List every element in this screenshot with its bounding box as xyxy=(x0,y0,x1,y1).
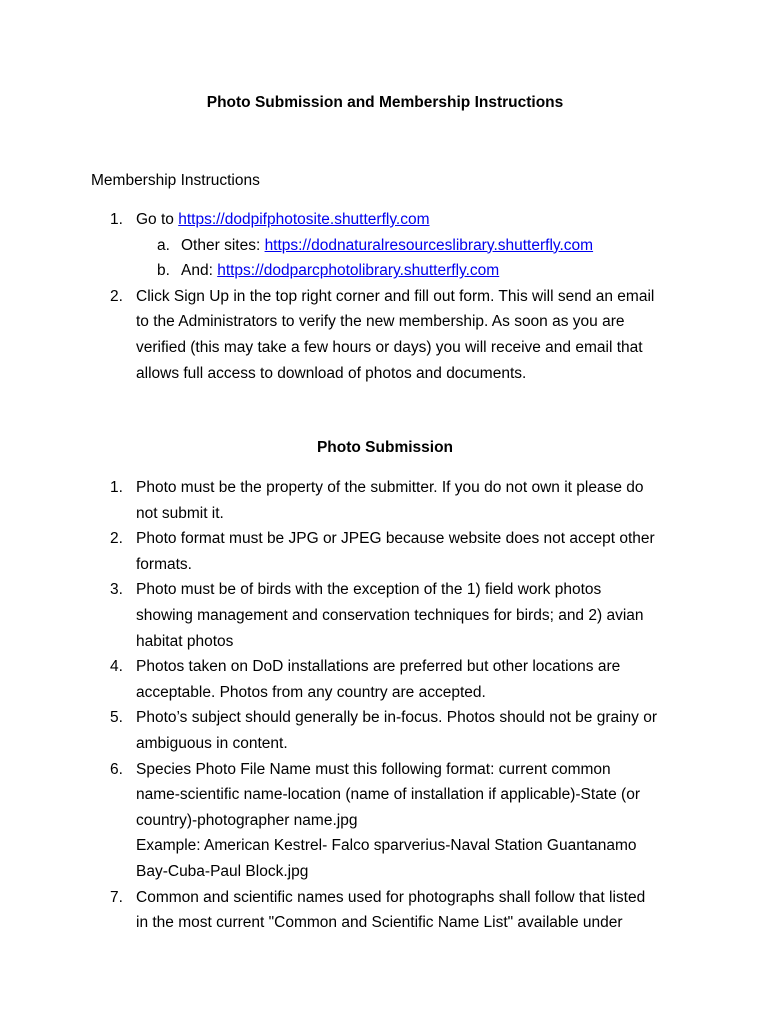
list-item xyxy=(0,284,700,386)
list-item xyxy=(0,654,700,705)
item-number: 5. xyxy=(110,709,123,727)
item-text: formats. xyxy=(136,555,192,573)
item-text: showing management and conservation techniques for birds; and 2) avian xyxy=(136,606,644,624)
item-text: to the Administrators to verify the new membership. As soon as you are xyxy=(136,313,625,331)
item-text: Bay-Cuba-Paul Block.jpg xyxy=(136,862,309,880)
membership-heading: Membership Instructions xyxy=(91,172,260,189)
item-number: 3. xyxy=(110,581,123,599)
list-item xyxy=(0,526,700,577)
list-item xyxy=(0,475,700,526)
sub-item-text: Other sites: xyxy=(181,236,265,254)
item-text: Photos taken on DoD installations are preferred but other locations are xyxy=(136,658,621,676)
photo-submission-list xyxy=(0,475,700,936)
item-text: allows full access to download of photos and documents. xyxy=(136,364,527,382)
item-text: habitat photos xyxy=(136,632,234,650)
item-text: Example: American Kestrel- Falco sparverius-Naval Station Guantanamo xyxy=(136,837,637,855)
item-text: Photo’s subject should generally be in-focus. Photos should not be grainy or xyxy=(136,709,658,727)
photo-submission-heading: Photo Submission xyxy=(316,439,454,456)
item-text: name-scientific name-location (name of installation if applicable)-State (or xyxy=(136,786,640,804)
item-text: not submit it. xyxy=(136,504,224,522)
item-text: acceptable. Photos from any country are accepted. xyxy=(136,683,486,701)
document-title: Photo Submission and Membership Instructions xyxy=(206,94,564,111)
list-item xyxy=(0,757,700,885)
list-item xyxy=(0,705,700,756)
item-number: 7. xyxy=(110,888,123,906)
item-text: Photo must be the property of the submitter. If you do not own it please do xyxy=(136,479,644,496)
sub-list-item xyxy=(0,258,700,284)
item-text: Common and scientific names used for photographs shall follow that listed xyxy=(136,888,646,906)
list-item xyxy=(0,207,700,233)
natural-resources-link[interactable]: https://dodnaturalresourceslibrary.shutterfly.com xyxy=(264,236,594,254)
sub-list-item xyxy=(0,233,700,259)
item-text: Go to xyxy=(136,211,179,228)
item-number: 1. xyxy=(110,211,123,228)
list-item xyxy=(0,885,700,936)
item-text: Click Sign Up in the top right corner and fill out form. This will send an email xyxy=(136,287,655,305)
sub-item-number: b. xyxy=(157,262,170,280)
item-number: 6. xyxy=(110,760,123,778)
sub-item-number: a. xyxy=(157,236,170,254)
sub-item-text: And: xyxy=(181,262,218,280)
item-text: in the most current "Common and Scientific Name List" available under xyxy=(136,914,623,932)
item-text: Photo must be of birds with the exception of the 1) field work photos xyxy=(136,581,602,599)
item-number: 4. xyxy=(110,658,123,676)
membership-list xyxy=(0,207,700,386)
item-number: 2. xyxy=(110,287,123,305)
list-item xyxy=(0,577,700,654)
item-text: verified (this may take a few hours or days) you will receive and email that xyxy=(136,338,643,356)
shutterfly-link[interactable]: https://dodpifphotosite.shutterfly.com xyxy=(178,211,430,228)
item-text: Photo format must be JPG or JPEG because website does not accept other xyxy=(136,530,655,548)
item-number: 1. xyxy=(110,479,123,496)
item-text: Species Photo File Name must this following format: current common xyxy=(136,760,611,778)
item-text: country)-photographer name.jpg xyxy=(136,811,358,829)
parc-photo-link[interactable]: https://dodparcphotolibrary.shutterfly.com xyxy=(217,262,500,280)
item-text: ambiguous in content. xyxy=(136,734,288,752)
item-number: 2. xyxy=(110,530,123,548)
